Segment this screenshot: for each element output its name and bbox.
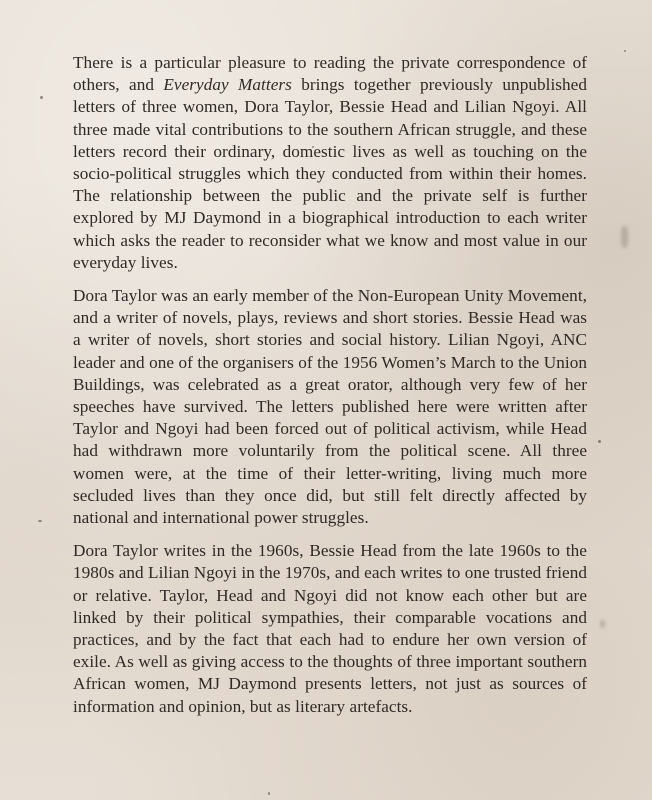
paragraph-1-lead: There is a particular pleasure to reading the private correspondence of others, and [73, 53, 587, 95]
blurb-paragraph-1 [73, 52, 587, 274]
paper-smudge [600, 620, 605, 628]
paper-speck [38, 520, 42, 522]
blurb-paragraph-2: Dora Taylor was an early member of the Non-European Unity Movement, and a writer of novels, plays, reviews and short stories. Bessie Head was a writer of novels, short stories and social history. Lilian Ngoyi, ANC leader and one of the organisers of the 1956 Women’s March to the Union Buildings, was celebrated as a great orator, although very few of her speeches have survived. The letters published here were written after Taylor and Ngoyi had been forced out of political activism, while Head had withdrawn more voluntarily from the political scene. All three women were, at the time of their letter-writing, living much more secluded lives than they once did, but still felt directly affected by national and international power struggles. [73, 286, 587, 528]
paper-smudge [621, 226, 628, 248]
paper-speck [598, 440, 601, 443]
paper-speck [268, 792, 270, 795]
blurb-text [73, 52, 587, 729]
paper-speck [40, 96, 43, 99]
blurb-paragraph-3: Dora Taylor writes in the 1960s, Bessie Head from the late 1960s to the 1980s and Lilian Ngoyi in the 1970s, and each writes to one trusted friend or relative. Taylor, Head and Ngoyi did not know each other but are linked by their political sympathies, their comparable vocations and practices, and by the fact that each had to endure her own version of exile. As well as giving access to the thoughts of three important southern African women, MJ Daymond presents letters, not just as sources of information and opinion, but as literary artefacts. [73, 541, 587, 716]
paragraph-1-rest: brings together previously unpublished letters of three women, Dora Taylor, Bessie Head and Lilian Ngoyi. All three made vital contributions to the southern African struggle, and these letters record their ordinary, domestic lives as well as touching on the socio-political struggles which they conducted from within their homes. The relationship between the public and the private self is further explored by MJ Daymond in a biographical introduction to each writer which asks the reader to reconsider what we know and most value in our everyday lives. [73, 75, 587, 272]
paper-speck [624, 50, 626, 52]
book-title: Everyday Matters [163, 75, 292, 95]
